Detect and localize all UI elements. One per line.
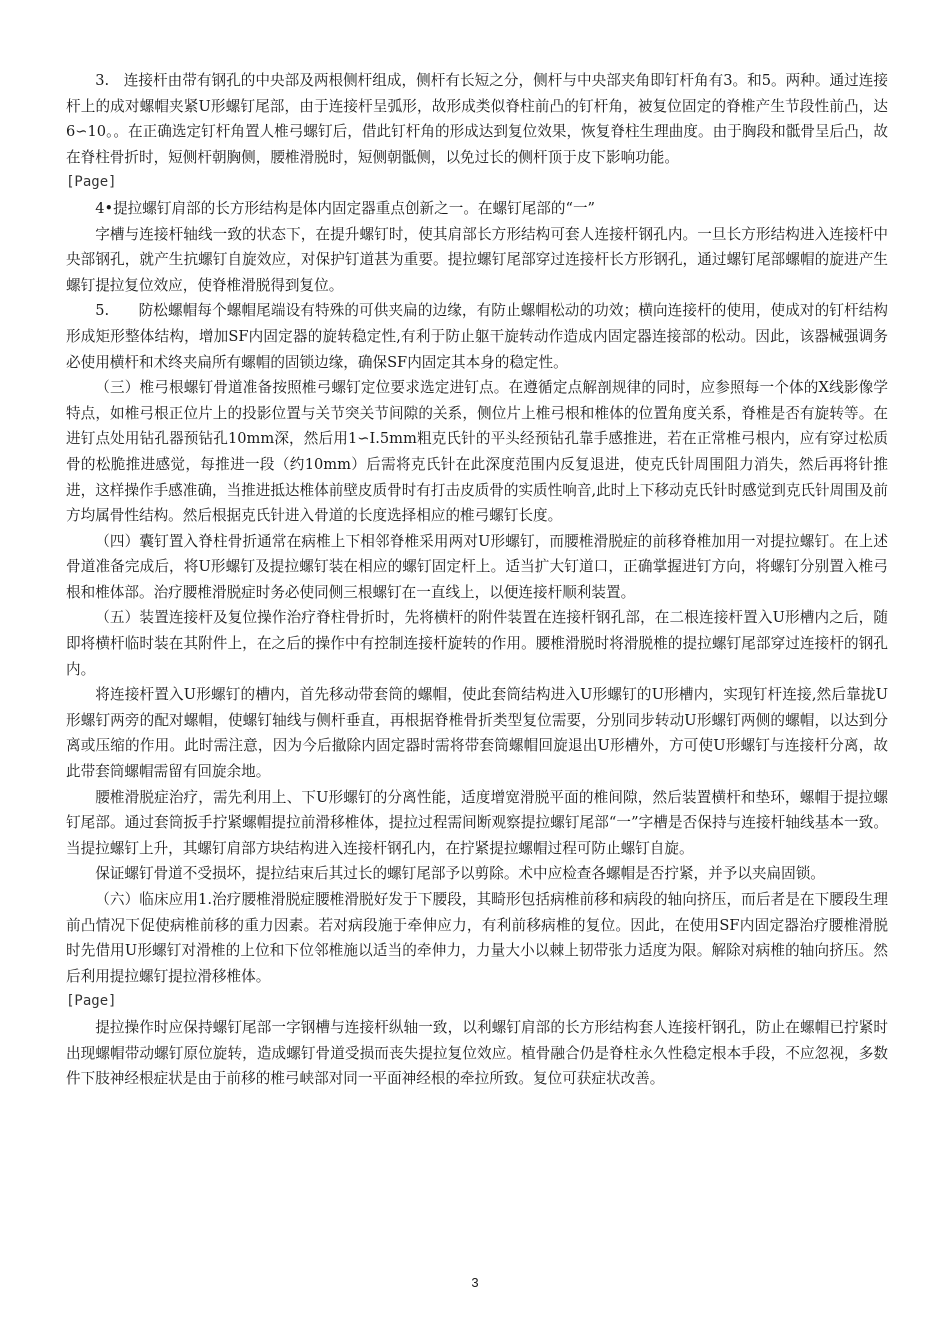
page-marker: [Page] [66,993,117,1010]
paragraph-lift-screw: 字槽与连接杆轴线一致的状态下，在提升螺钉时，使其肩部长方形结构可套人连接杆钢孔内。一旦长方形结构进入连接杆中央部钢孔，就产生抗螺钉自旋效应，对保护钉道甚为重要。提拉螺钉尾部穿过连接杆长方形钢孔，通过螺钉尾部螺帽的旋进产生螺钉提拉复位效应，使脊椎滑脱得到复位。 [66,225,888,294]
page-number: 3 [471,1275,479,1290]
paragraph-section-5: （五）装置连接杆及复位操作治疗脊柱骨折时，先将横杆的附件装置在连接杆钢孔部，在二根连接杆置入U形槽内之后，随即将横杆临时装在其附件上，在之后的操作中有控制连接杆旋转的作用。腰椎滑脱时将滑脱椎的提拉螺钉尾部穿过连接杆的钢孔内。 [66,609,888,678]
paragraph-screw-tail-trim: 保证螺钉骨道不受损坏，提拉结束后其过长的螺钉尾部予以剪除。术中应检查各螺帽是否拧紧，并予以夹扁固锁。 [95,865,825,883]
page-marker: [Page] [66,174,117,191]
paragraph-lift-screw-heading: 4•提拉螺钉肩部的长方形结构是体内固定器重点创新之一。在螺钉尾部的“一” [95,199,596,217]
document-body [66,68,888,1092]
paragraph-spondylolisthesis-treatment: 腰椎滑脱症治疗，需先利用上、下U形螺钉的分离性能，适度增宽滑脱平面的椎间隙，然后装置横杆和垫环，螺帽于提拉螺钉尾部。通过套筒扳手拧紧螺帽提拉前滑移椎体，提拉过程需间断观察提拉螺钉尾部“一”字槽是否保持与连接杆轴线基本一致。当提拉螺钉上升，其螺钉肩部方块结构进入连接杆钢孔内，在拧紧提拉螺帽过程可防止螺钉自旋。 [66,788,888,857]
paragraph-section-4: （四）囊钉置入脊柱骨折通常在病椎上下相邻脊椎采用两对U形螺钉，而腰椎滑脱症的前移脊椎加用一对提拉螺钉。在上述骨道准备完成后，将U形螺钉及提拉螺钉装在相应的螺钉固定杆上。适当扩大钉道口，正确掌握进钉方向，将螺钉分别置入椎弓根和椎体部。治疗腰椎滑脱症时务必使同侧三根螺钉在一直线上，以便连接杆顺利装置。 [66,532,888,601]
paragraph-rod-placement: 将连接杆置入U形螺钉的槽内，首先移动带套筒的螺帽，使此套筒结构进入U形螺钉的U形槽内，实现钉杆连接,然后靠拢U形螺钉两旁的配对螺帽，使螺钉轴线与侧杆垂直，再根据脊椎骨折类型复位需要，分别同步转动U形螺钉两侧的螺帽，以达到分离或压缩的作用。此时需注意，因为今后撤除内固定器时需将带套筒螺帽回旋退出U形槽外，方可使U形螺钉与连接杆分离，故此带套筒螺帽需留有回旋余地。 [66,686,888,781]
paragraph-lift-operation: 提拉操作时应保持螺钉尾部一字钢槽与连接杆纵轴一致，以利螺钉肩部的长方形结构套人连接杆钢孔，防止在螺帽已拧紧时出现螺帽带动螺钉原位旋转，造成螺钉骨道受损而丧失提拉复位效应。植骨融合仍是脊柱永久性稳定根本手段，不应忽视，多数件下肢神经根症状是由于前移的椎弓峡部对同一平面神经根的牵拉所致。复位可获症状改善。 [66,1018,888,1088]
paragraph-section-6: （六）临床应用1.治疗腰椎滑脱症腰椎滑脱好发于下腰段，其畸形包括病椎前移和病段的轴向挤压，而后者是在下腰段生理前凸情况下促使病椎前移的重力因素。若对病段施于牵伸应力，有利前移病椎的复位。因此，在使用SF内固定器治疗腰椎滑脱时先借用U形螺钉对滑椎的上位和下位邻椎施以适当的牵伸力，力量大小以棘上韧带张力适度为限。解除对病椎的轴向挤压。然后利用提拉螺钉提拉滑移椎体。 [66,891,888,985]
paragraph-connecting-rod: 3. 连接杆由带有钢孔的中央部及两根侧杆组成，侧杆有长短之分，侧杆与中央部夹角即钉杆角有3。和5。两种。通过连接杆上的成对螺帽夹紧U形螺钉尾部，由于连接杆呈弧形，故形成类似脊柱前凸的钉杆角，被复位固定的脊椎产生节段性前凸，达6∽10。。在正确选定钉杆角置人椎弓螺钉后，借此钉杆角的形成达到复位效果，恢复脊柱生理曲度。由于胸段和骶骨呈后凸，故在脊柱骨折时，短侧杆朝胸侧，腰椎滑脱时，短侧朝骶侧，以免过长的侧杆顶于皮下影响功能。 [66,72,888,166]
paragraph-section-3: （三）椎弓根螺钉骨道准备按照椎弓螺钉定位要求选定进钉点。在遵循定点解剖规律的同时，应参照每一个体的X线影像学特点，如椎弓根正位片上的投影位置与关节突关节间隙的关系，侧位片上椎弓根和椎体的位置角度关系，脊椎是否有旋转等。在进钉点处用钻孔器预钻孔10mm深，然后用1∽I.5mm粗克氏针的平头经预钻孔靠手感推进，若在正常椎弓根内，应有穿过松质骨的松脆推进感觉，每推进一段（约10mm）后需将克氏针在此深度范围内反复退进，使克氏针周围阻力消失，然后再将针推进，这样操作手感准确，当推进抵达椎体前壁皮质骨时有打击皮质骨的实质性响音,此时上下移动克氏针时感觉到克氏针周围及前方均属骨性结构。然后根据克氏针进入骨道的长度选择相应的椎弓螺钉长度。 [66,379,888,525]
paragraph-lock-nut: 5. 防松螺帽每个螺帽尾端设有特殊的可供夹扁的边缘，有防止螺帽松动的功效；横向连接杆的使用，使成对的钉杆结构形成矩形整体结构，增加SF内固定器的旋转稳定性,有利于防止躯干旋转动作造成内固定器连接部的松动。因此，该器械强调务必使用横杆和术终夹扁所有螺帽的固锁边缘，确保SF内固定其本身的稳定性。 [66,302,888,371]
